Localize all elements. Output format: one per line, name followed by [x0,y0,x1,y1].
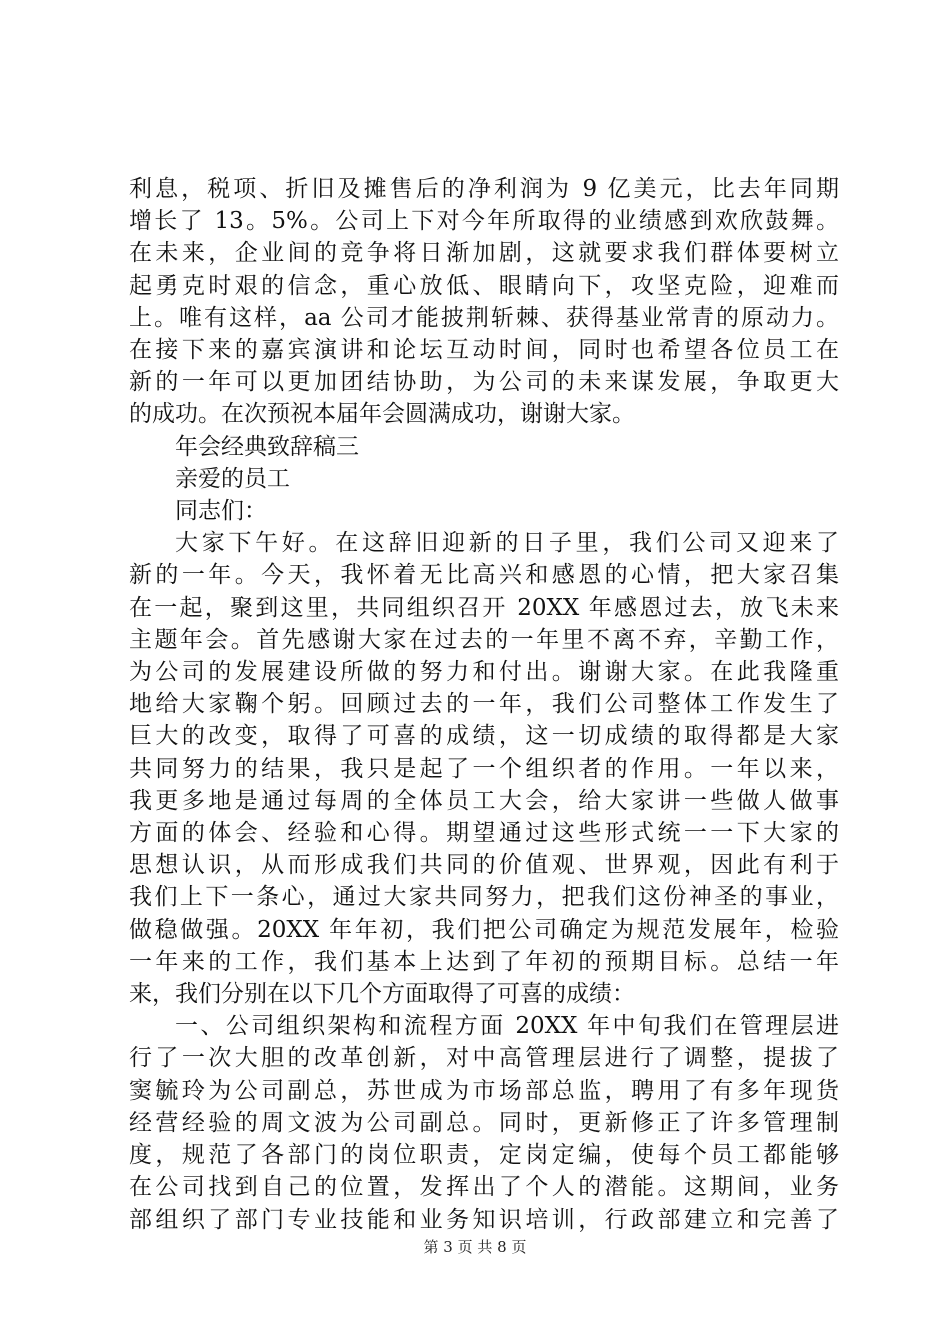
text-line: 为公司的发展建设所做的努力和付出。谢谢大家。在此我隆重 [129,659,839,686]
text-line: 在接下来的嘉宾演讲和论坛互动时间，同时也希望各位员工在 [129,337,839,364]
text-line: 巨大的改变，取得了可喜的成绩，这一切成绩的取得都是大家 [129,723,839,750]
text-line: 一、公司组织架构和流程方面 20XX 年中旬我们在管理层进 [175,1013,839,1040]
salutation-employees: 亲爱的员工 [175,465,290,492]
text-line: 新的一年可以更加团结协助，为公司的未来谋发展，争取更大 [129,369,839,396]
text-line: 在未来，企业间的竞争将日渐加剧，这就要求我们群体要树立 [129,240,839,267]
text-line: 利息，税项、折旧及摊售后的净利润为 9 亿美元，比去年同期 [129,176,839,202]
text-line: 共同努力的结果，我只是起了一个组织者的作用。一年以来， [129,755,839,782]
text-line: 行了一次大胆的改革创新，对中高管理层进行了调整，提拔了 [129,1045,839,1072]
section-heading: 年会经典致辞稿三 [175,433,359,460]
text-line: 地给大家鞠个躬。回顾过去的一年，我们公司整体工作发生了 [129,691,839,718]
text-line: 来，我们分别在以下几个方面取得了可喜的成绩： [129,981,635,1008]
text-line: 度，规范了各部门的岗位职责，定岗定编，使每个员工都能够 [129,1142,839,1169]
text-line: 我更多地是通过每周的全体员工大会，给大家讲一些做人做事 [129,787,839,814]
text-line: 上。唯有这样，aa 公司才能披荆斩棘、获得基业常青的原动力。 [129,304,839,331]
page-footer: 第 3 页 共 8 页 [423,1238,527,1256]
text-line: 主题年会。首先感谢大家在过去的一年里不离不弃，辛勤工作， [129,626,839,653]
text-line: 在公司找到自己的位置，发挥出了个人的潜能。这期间，业务 [129,1174,839,1201]
text-line: 大家下午好。在这辞旧迎新的日子里，我们公司又迎来了 [175,530,839,557]
text-line: 窦毓玲为公司副总，苏世成为市场部总监，聘用了有多年现货 [129,1077,839,1104]
text-line: 做稳做强。20XX 年年初，我们把公司确定为规范发展年，检验 [129,916,839,943]
document-body [129,173,839,1236]
text-line: 方面的体会、经验和心得。期望通过这些形式统一一下大家的 [129,820,839,847]
text-line: 思想认识，从而形成我们共同的价值观、世界观，因此有利于 [129,852,839,879]
text-line: 一年来的工作，我们基本上达到了年初的预期目标。总结一年 [129,948,839,975]
text-line: 增长了 13。5%。公司上下对今年所取得的业绩感到欢欣鼓舞。 [129,208,839,235]
paragraph-organization [129,1010,839,1235]
salutation-comrades: 同志们： [175,498,267,525]
paragraph-closing [129,173,839,431]
paragraph-greeting [129,527,839,1010]
text-line: 在一起，聚到这里，共同组织召开 20XX 年感恩过去，放飞未来 [129,594,839,621]
text-line: 起勇克时艰的信念，重心放低、眼睛向下，攻坚克险，迎难而 [129,272,839,299]
text-line: 我们上下一条心，通过大家共同努力，把我们这份神圣的事业， [129,884,839,911]
text-line: 的成功。在次预祝本届年会圆满成功，谢谢大家。 [129,401,635,428]
text-line: 新的一年。今天，我怀着无比高兴和感恩的心情，把大家召集 [129,562,839,589]
text-line: 部组织了部门专业技能和业务知识培训，行政部建立和完善了 [129,1206,839,1233]
text-line: 经营经验的周文波为公司副总。同时，更新修正了许多管理制 [129,1109,839,1136]
